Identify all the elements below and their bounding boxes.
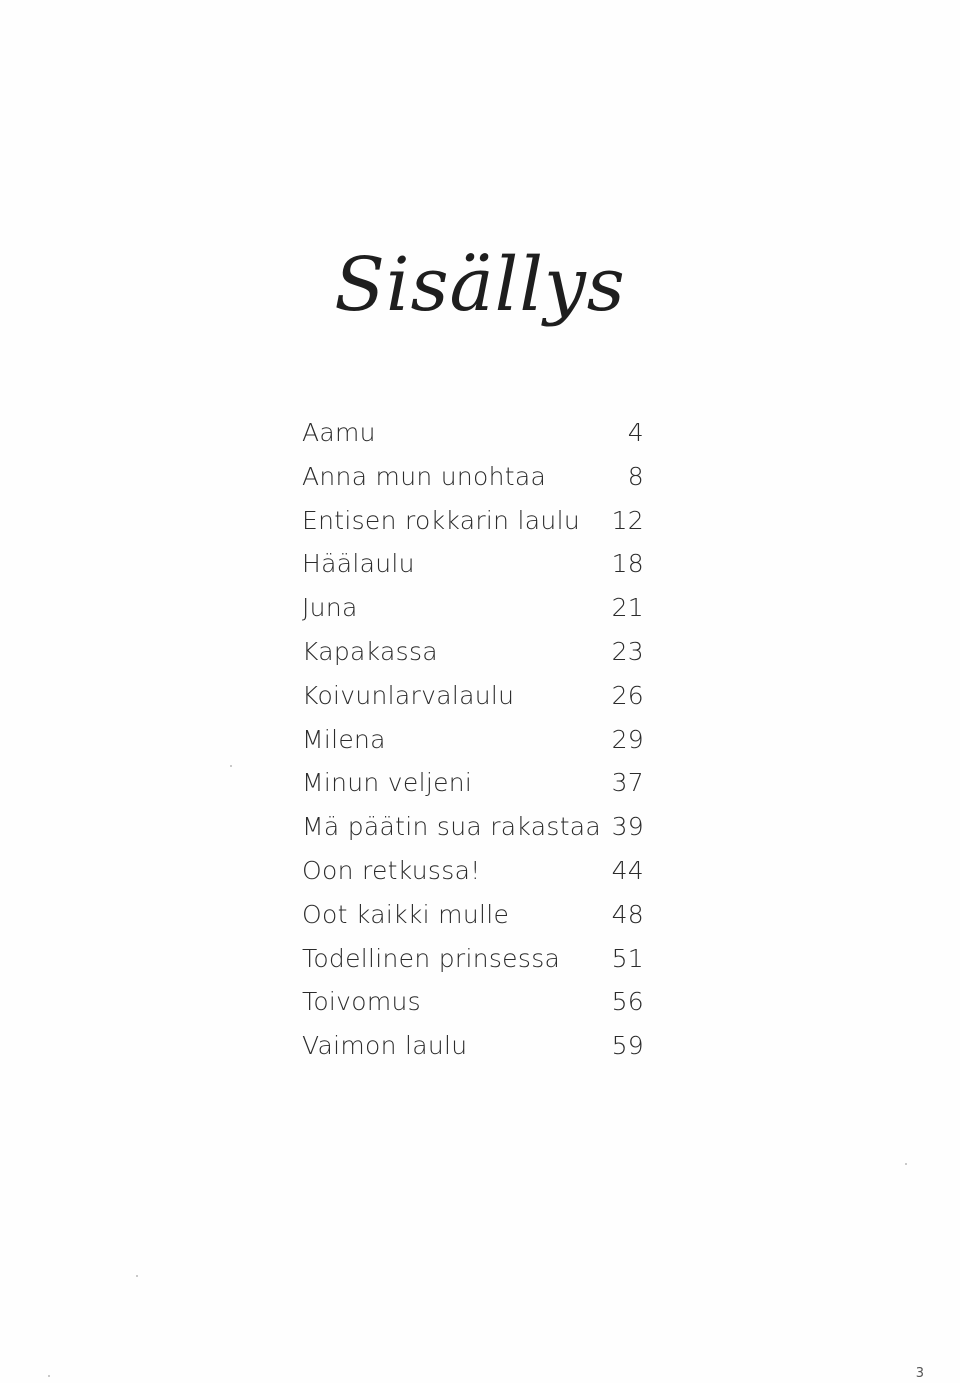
toc-entry-title: Oot kaikki mulle bbox=[302, 899, 510, 929]
toc-entry-page: 56 bbox=[611, 987, 644, 1017]
toc-entry-title: Koivunlarvalaulu bbox=[302, 680, 515, 710]
toc-row bbox=[302, 725, 644, 769]
toc-entry-title: Häälaulu bbox=[302, 549, 415, 579]
toc-entry-page: 37 bbox=[611, 768, 644, 798]
paper-speck bbox=[48, 1375, 50, 1377]
toc-entry-page: 23 bbox=[611, 636, 644, 666]
toc-entry-title: Todellinen prinsessa bbox=[302, 943, 561, 973]
table-of-contents bbox=[302, 418, 644, 1075]
toc-entry-page: 8 bbox=[627, 461, 644, 491]
toc-row bbox=[302, 1031, 644, 1075]
toc-entry-title: Toivomus bbox=[302, 987, 421, 1017]
toc-row bbox=[302, 506, 644, 550]
toc-entry-title: Entisen rokkarin laulu bbox=[302, 505, 580, 535]
toc-row bbox=[302, 944, 644, 988]
toc-entry-page: 48 bbox=[611, 899, 644, 929]
paper-speck bbox=[230, 765, 232, 767]
toc-entry-page: 18 bbox=[611, 549, 644, 579]
toc-entry-title: Anna mun unohtaa bbox=[302, 461, 547, 491]
toc-entry-title: Juna bbox=[302, 593, 358, 623]
page-title: Sisällys bbox=[334, 242, 626, 328]
toc-entry-page: 29 bbox=[611, 724, 644, 754]
toc-row bbox=[302, 637, 644, 681]
toc-entry-page: 12 bbox=[611, 505, 644, 535]
toc-entry-page: 21 bbox=[611, 593, 644, 623]
toc-entry-page: 26 bbox=[611, 680, 644, 710]
toc-entry-title: Mä päätin sua rakastaa bbox=[302, 812, 602, 842]
toc-entry-page: 51 bbox=[611, 943, 644, 973]
toc-row bbox=[302, 768, 644, 812]
toc-row bbox=[302, 462, 644, 506]
toc-entry-title: Milena bbox=[302, 724, 386, 754]
toc-entry-page: 44 bbox=[611, 855, 644, 885]
toc-row bbox=[302, 593, 644, 637]
paper-speck bbox=[905, 1163, 907, 1165]
toc-row bbox=[302, 549, 644, 593]
toc-entry-page: 59 bbox=[611, 1031, 644, 1061]
paper-speck bbox=[136, 1275, 138, 1277]
toc-entry-title: Kapakassa bbox=[302, 636, 438, 666]
toc-row bbox=[302, 900, 644, 944]
page-number: 3 bbox=[915, 1366, 924, 1381]
toc-entry-title: Vaimon laulu bbox=[302, 1031, 468, 1061]
toc-row bbox=[302, 812, 644, 856]
toc-entry-title: Aamu bbox=[302, 418, 376, 447]
toc-row bbox=[302, 987, 644, 1031]
toc-row bbox=[302, 856, 644, 900]
toc-row bbox=[302, 418, 644, 462]
toc-entry-page: 39 bbox=[611, 812, 644, 842]
toc-entry-page: 4 bbox=[627, 418, 644, 447]
toc-row bbox=[302, 681, 644, 725]
toc-entry-title: Oon retkussa! bbox=[302, 855, 481, 885]
toc-entry-title: Minun veljeni bbox=[302, 768, 473, 798]
